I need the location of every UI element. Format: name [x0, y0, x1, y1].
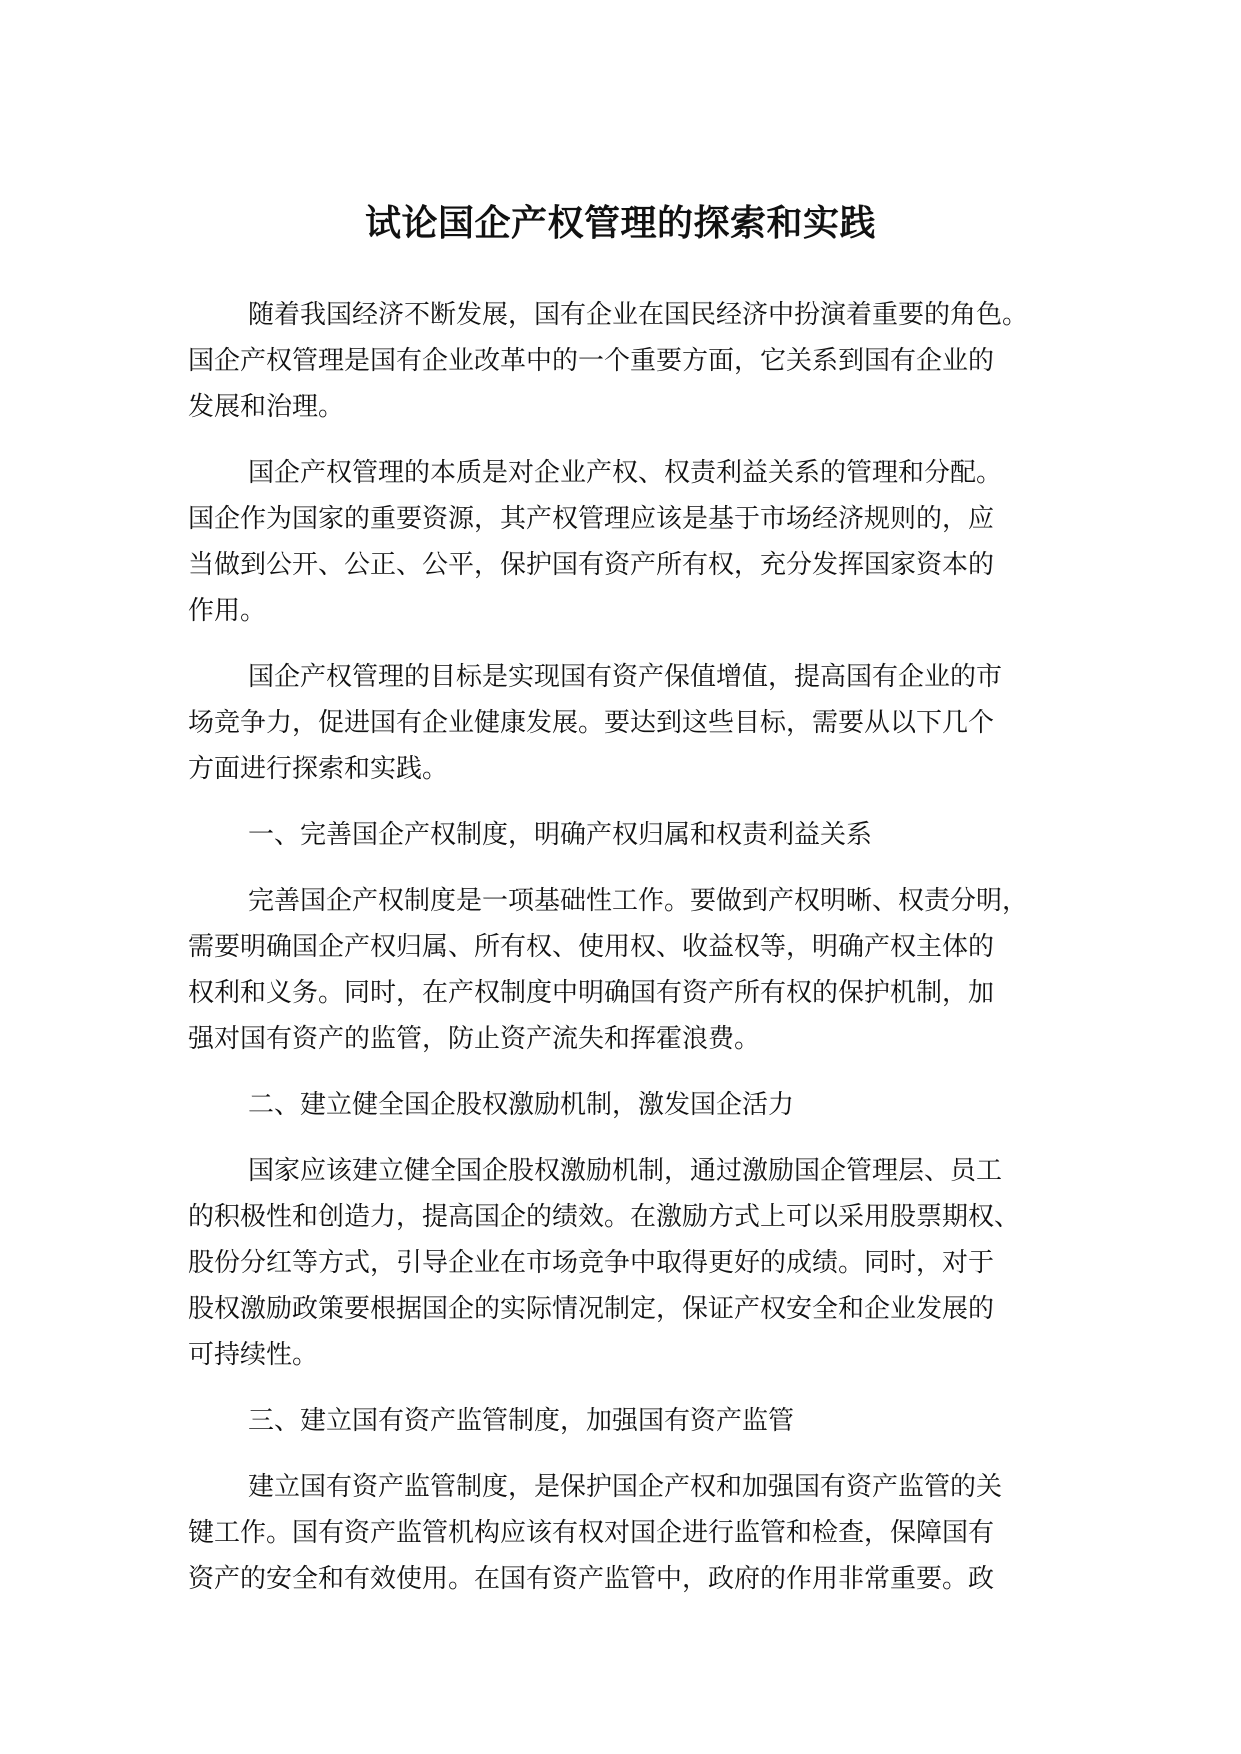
paragraph-line: 需要明确国企产权归属、所有权、使用权、收益权等，明确产权主体的: [188, 932, 995, 962]
paragraph-goal: [188, 654, 1128, 792]
paragraph-line: 作用。: [188, 596, 267, 626]
paragraph-intro: [188, 292, 1128, 430]
section-heading-line: 二、建立健全国企股权激励机制，激发国企活力: [248, 1090, 795, 1120]
paragraph-line: 强对国有资产的监管，防止资产流失和挥霍浪费。: [188, 1024, 761, 1054]
paragraph-line: 当做到公开、公正、公平，保护国有资产所有权，充分发挥国家资本的: [188, 550, 995, 580]
paragraph-line: 股权激励政策要根据国企的实际情况制定，保证产权安全和企业发展的: [188, 1294, 995, 1324]
paragraph-line: 的积极性和创造力，提高国企的绩效。在激励方式上可以采用股票期权、: [188, 1202, 1021, 1232]
paragraph-section-3: [188, 1464, 1128, 1602]
paragraph-section-1: [188, 878, 1128, 1062]
paragraph-line: 资产的安全和有效使用。在国有资产监管中，政府的作用非常重要。政: [188, 1564, 995, 1594]
paragraph-section-2: [188, 1148, 1128, 1378]
paragraph-line: 国企产权管理的目标是实现国有资产保值增值，提高国有企业的市: [248, 662, 1003, 692]
paragraph-line: 国家应该建立健全国企股权激励机制，通过激励国企管理层、员工: [248, 1156, 1003, 1186]
section-heading-line: 三、建立国有资产监管制度，加强国有资产监管: [248, 1406, 795, 1436]
paragraph-line: 国企产权管理是国有企业改革中的一个重要方面，它关系到国有企业的: [188, 346, 995, 376]
paragraph-line: 场竞争力，促进国有企业健康发展。要达到这些目标，需要从以下几个: [188, 708, 995, 738]
paragraph-line: 键工作。国有资产监管机构应该有权对国企进行监管和检查，保障国有: [188, 1518, 995, 1548]
paragraph-line: 可持续性。: [188, 1340, 319, 1370]
paragraph-line: 完善国企产权制度是一项基础性工作。要做到产权明晰、权责分明，: [248, 886, 1029, 916]
section-heading-1: [188, 812, 1128, 858]
paragraph-line: 随着我国经济不断发展，国有企业在国民经济中扮演着重要的角色。: [248, 300, 1029, 330]
article-body: [188, 292, 1128, 1622]
section-heading-line: 一、完善国企产权制度，明确产权归属和权责利益关系: [248, 820, 873, 850]
paragraph-line: 国企产权管理的本质是对企业产权、权责利益关系的管理和分配。: [248, 458, 1003, 488]
page-title: 试论国企产权管理的探索和实践: [364, 203, 876, 245]
paragraph-line: 权利和义务。同时，在产权制度中明确国有资产所有权的保护机制，加: [188, 978, 995, 1008]
paragraph-line: 建立国有资产监管制度，是保护国企产权和加强国有资产监管的关: [248, 1472, 1003, 1502]
paragraph-line: 方面进行探索和实践。: [188, 754, 449, 784]
section-heading-2: [188, 1082, 1128, 1128]
paragraph-line: 发展和治理。: [188, 392, 345, 422]
paragraph-essence: [188, 450, 1128, 634]
section-heading-3: [188, 1398, 1128, 1444]
paragraph-line: 国企作为国家的重要资源，其产权管理应该是基于市场经济规则的，应: [188, 504, 995, 534]
paragraph-line: 股份分红等方式，引导企业在市场竞争中取得更好的成绩。同时，对于: [188, 1248, 995, 1278]
